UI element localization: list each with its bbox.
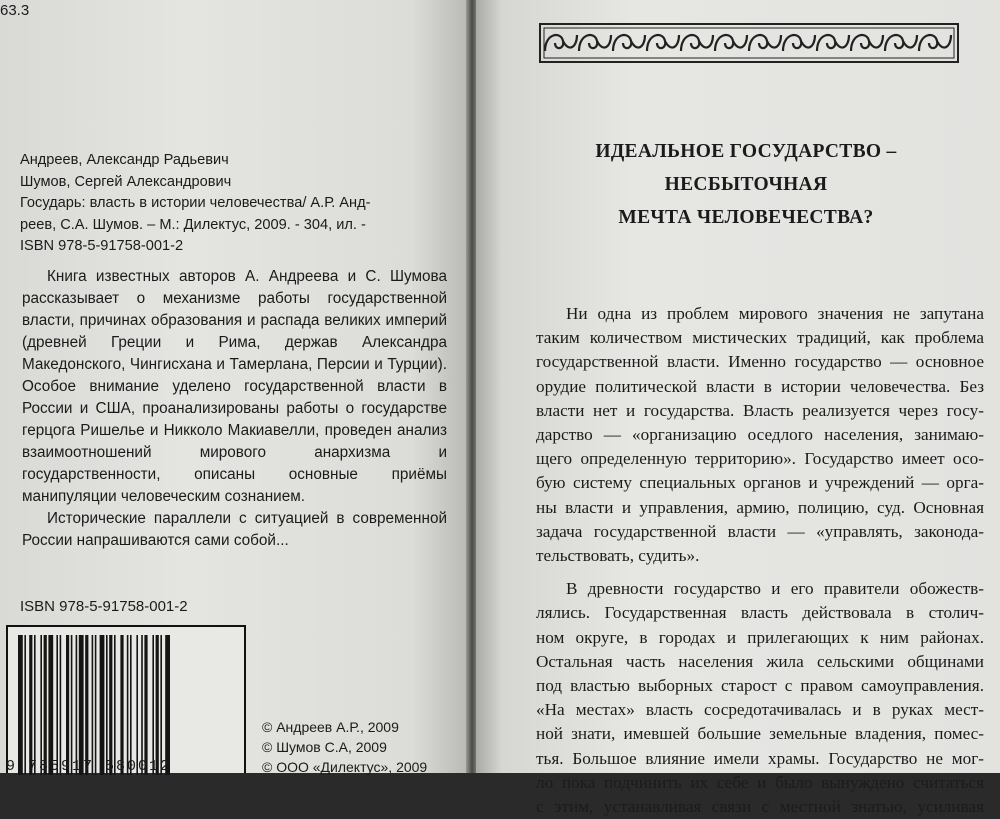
chapter-title bbox=[516, 135, 976, 234]
body-paragraph bbox=[536, 577, 984, 819]
ornament-scroll bbox=[613, 35, 645, 51]
body-text-line: тельствовать, судить». bbox=[536, 546, 700, 566]
body-text-line: таким количеством мистических традиций, как проблема bbox=[536, 328, 984, 348]
ornament-scroll bbox=[545, 35, 577, 51]
body-text-line: орудие политической власти в истории человечества. Без bbox=[536, 376, 984, 396]
body-text-line: государственной власти. Именно государство — основное bbox=[536, 352, 984, 372]
ornament-scroll bbox=[647, 35, 679, 51]
chapter-title-line: МЕЧТА ЧЕЛОВЕЧЕСТВА? bbox=[618, 207, 874, 228]
isbn-label: ISBN 978-5-91758-001-2 bbox=[20, 598, 188, 615]
body-text-line: дарство — «организацию оседлого населения, занимаю- bbox=[536, 425, 984, 445]
chapter-body bbox=[536, 302, 984, 819]
body-text-line: ло пока подчинить их себе и было вынуждено считаться bbox=[536, 772, 984, 792]
chapter-title-line: ИДЕАЛЬНОЕ ГОСУДАРСТВО – НЕСБЫТОЧНАЯ bbox=[595, 141, 897, 195]
body-text-line: Остальная часть населения жила сельскими общинами bbox=[536, 651, 984, 671]
barcode-bar bbox=[71, 635, 73, 775]
abstract-paragraph: Исторические параллели с ситуацией в современной России напрашиваются сами собой... bbox=[22, 510, 447, 549]
ornament-scroll bbox=[783, 35, 815, 51]
barcode-bar bbox=[66, 635, 69, 775]
body-text-line: ной знати, имевшей большие земельные владения, помес- bbox=[536, 724, 984, 744]
body-text-line: ном округе, в городах и прилегающих к ним районах. bbox=[536, 627, 984, 647]
copyright-block bbox=[262, 717, 427, 777]
barcode-bar bbox=[24, 635, 26, 775]
bib-isbn: ISBN 978-5-91758-001-2 bbox=[20, 238, 184, 254]
barcode-image bbox=[6, 625, 246, 773]
barcode-bar bbox=[92, 635, 94, 775]
ornament-scroll bbox=[715, 35, 747, 51]
copyright-line: © Андреев А.Р., 2009 bbox=[262, 719, 399, 735]
barcode-bar bbox=[85, 635, 88, 775]
barcode-bar bbox=[106, 635, 108, 775]
body-text-line: под властью выборных старост с правом самоуправления. bbox=[536, 676, 984, 696]
barcode-bar bbox=[29, 635, 32, 775]
bib-line: реев, С.А. Шумов. – М.: Дилектус, 2009. - 304, ил. - bbox=[20, 216, 366, 233]
barcode-bar bbox=[76, 635, 78, 775]
barcode-bar bbox=[48, 635, 53, 775]
left-page bbox=[0, 0, 468, 773]
barcode-bar bbox=[79, 635, 84, 775]
copyright-line: © Шумов С.А, 2009 bbox=[262, 739, 387, 755]
barcode-bar bbox=[127, 635, 129, 775]
body-paragraph bbox=[536, 302, 984, 568]
book-abstract bbox=[22, 266, 447, 552]
bib-line: Шумов, Сергей Александрович bbox=[20, 173, 232, 190]
body-text-line: тья. Большое влияние имели храмы. Государство не мог- bbox=[536, 748, 984, 768]
decorative-header-ornament bbox=[539, 23, 959, 63]
ornament-scroll bbox=[749, 35, 781, 51]
body-text-line: с этим, устанавливая связи с местной знатью, усиливая bbox=[536, 797, 984, 817]
barcode-bar bbox=[160, 635, 162, 775]
barcode-bar bbox=[34, 635, 36, 775]
barcode-bar bbox=[60, 635, 62, 775]
body-text-line: лялись. Государственная власть действовала в столич- bbox=[536, 603, 984, 623]
copyright-line: © ООО «Дилектус», 2009 bbox=[262, 759, 428, 775]
body-text-line: задача государственной власти — «управлять, законода- bbox=[536, 521, 984, 541]
barcode-bar bbox=[141, 635, 143, 775]
body-text-line: В древности государство и его правители обожеств- bbox=[566, 579, 984, 599]
barcode-bar bbox=[165, 635, 170, 775]
ornament-scroll bbox=[817, 35, 849, 51]
body-text-line: бую систему специальных органов и учреждений — орга- bbox=[536, 473, 984, 493]
udk-code: 63.3 bbox=[0, 2, 30, 19]
barcode-bar bbox=[120, 635, 123, 775]
barcode-bar bbox=[156, 635, 159, 775]
barcode-bar bbox=[114, 635, 116, 775]
barcode-bar bbox=[100, 635, 105, 775]
bib-line: Андреев, Александр Радьевич bbox=[20, 152, 229, 168]
ornament-scroll bbox=[579, 35, 611, 51]
abstract-paragraph: Книга известных авторов А. Андреева и С. Шумова рассказывает о механизме работы государственной власти, причинах образования и распада великих империй (древней Греции и Рима, держав Александра Македонского, Чингисхана и Тамерлана, Персии и Турции). Особое внимание уделено государственной власти в России и США, проанализированы работы о государстве герцога Ришелье и Никколо Макиавелли, проведен анализ взаимоотношений мирового анархизма и государственности, описаны основные приёмы манипуляции человеческим сознанием. bbox=[22, 268, 447, 505]
barcode-bar bbox=[136, 635, 138, 775]
ornament-scroll bbox=[919, 35, 951, 51]
ornament-scroll bbox=[851, 35, 883, 51]
barcode-bar bbox=[18, 635, 23, 775]
right-page bbox=[476, 0, 1000, 817]
bibliographic-record bbox=[20, 150, 450, 258]
ornament-scroll bbox=[885, 35, 917, 51]
barcode-bar bbox=[40, 635, 42, 775]
body-text-line: щего определенную территорию». Государство имеет осо- bbox=[536, 449, 984, 469]
ornament-scroll bbox=[681, 35, 713, 51]
body-text-line: власти нет и государства. Власть реализуется через госу- bbox=[536, 400, 984, 420]
barcode-number: 9 785917 580012 bbox=[6, 758, 172, 775]
body-text-line: ны власти и управления, армию, полицию, суд. Основная bbox=[536, 497, 984, 517]
barcode-bar bbox=[44, 635, 47, 775]
barcode-bar bbox=[152, 635, 154, 775]
barcode-bar bbox=[95, 635, 97, 775]
body-text-line: «На местах» власть сосредотачивалась и в руках мест- bbox=[536, 700, 984, 720]
barcode-bar bbox=[130, 635, 132, 775]
body-text-line: Ни одна из проблем мирового значения не запутана bbox=[566, 304, 984, 323]
barcode-bar bbox=[109, 635, 112, 775]
barcode-bar bbox=[56, 635, 58, 775]
bib-line: Государь: власть в истории человечества/ А.Р. Анд- bbox=[20, 195, 371, 211]
barcode-bar bbox=[144, 635, 147, 775]
